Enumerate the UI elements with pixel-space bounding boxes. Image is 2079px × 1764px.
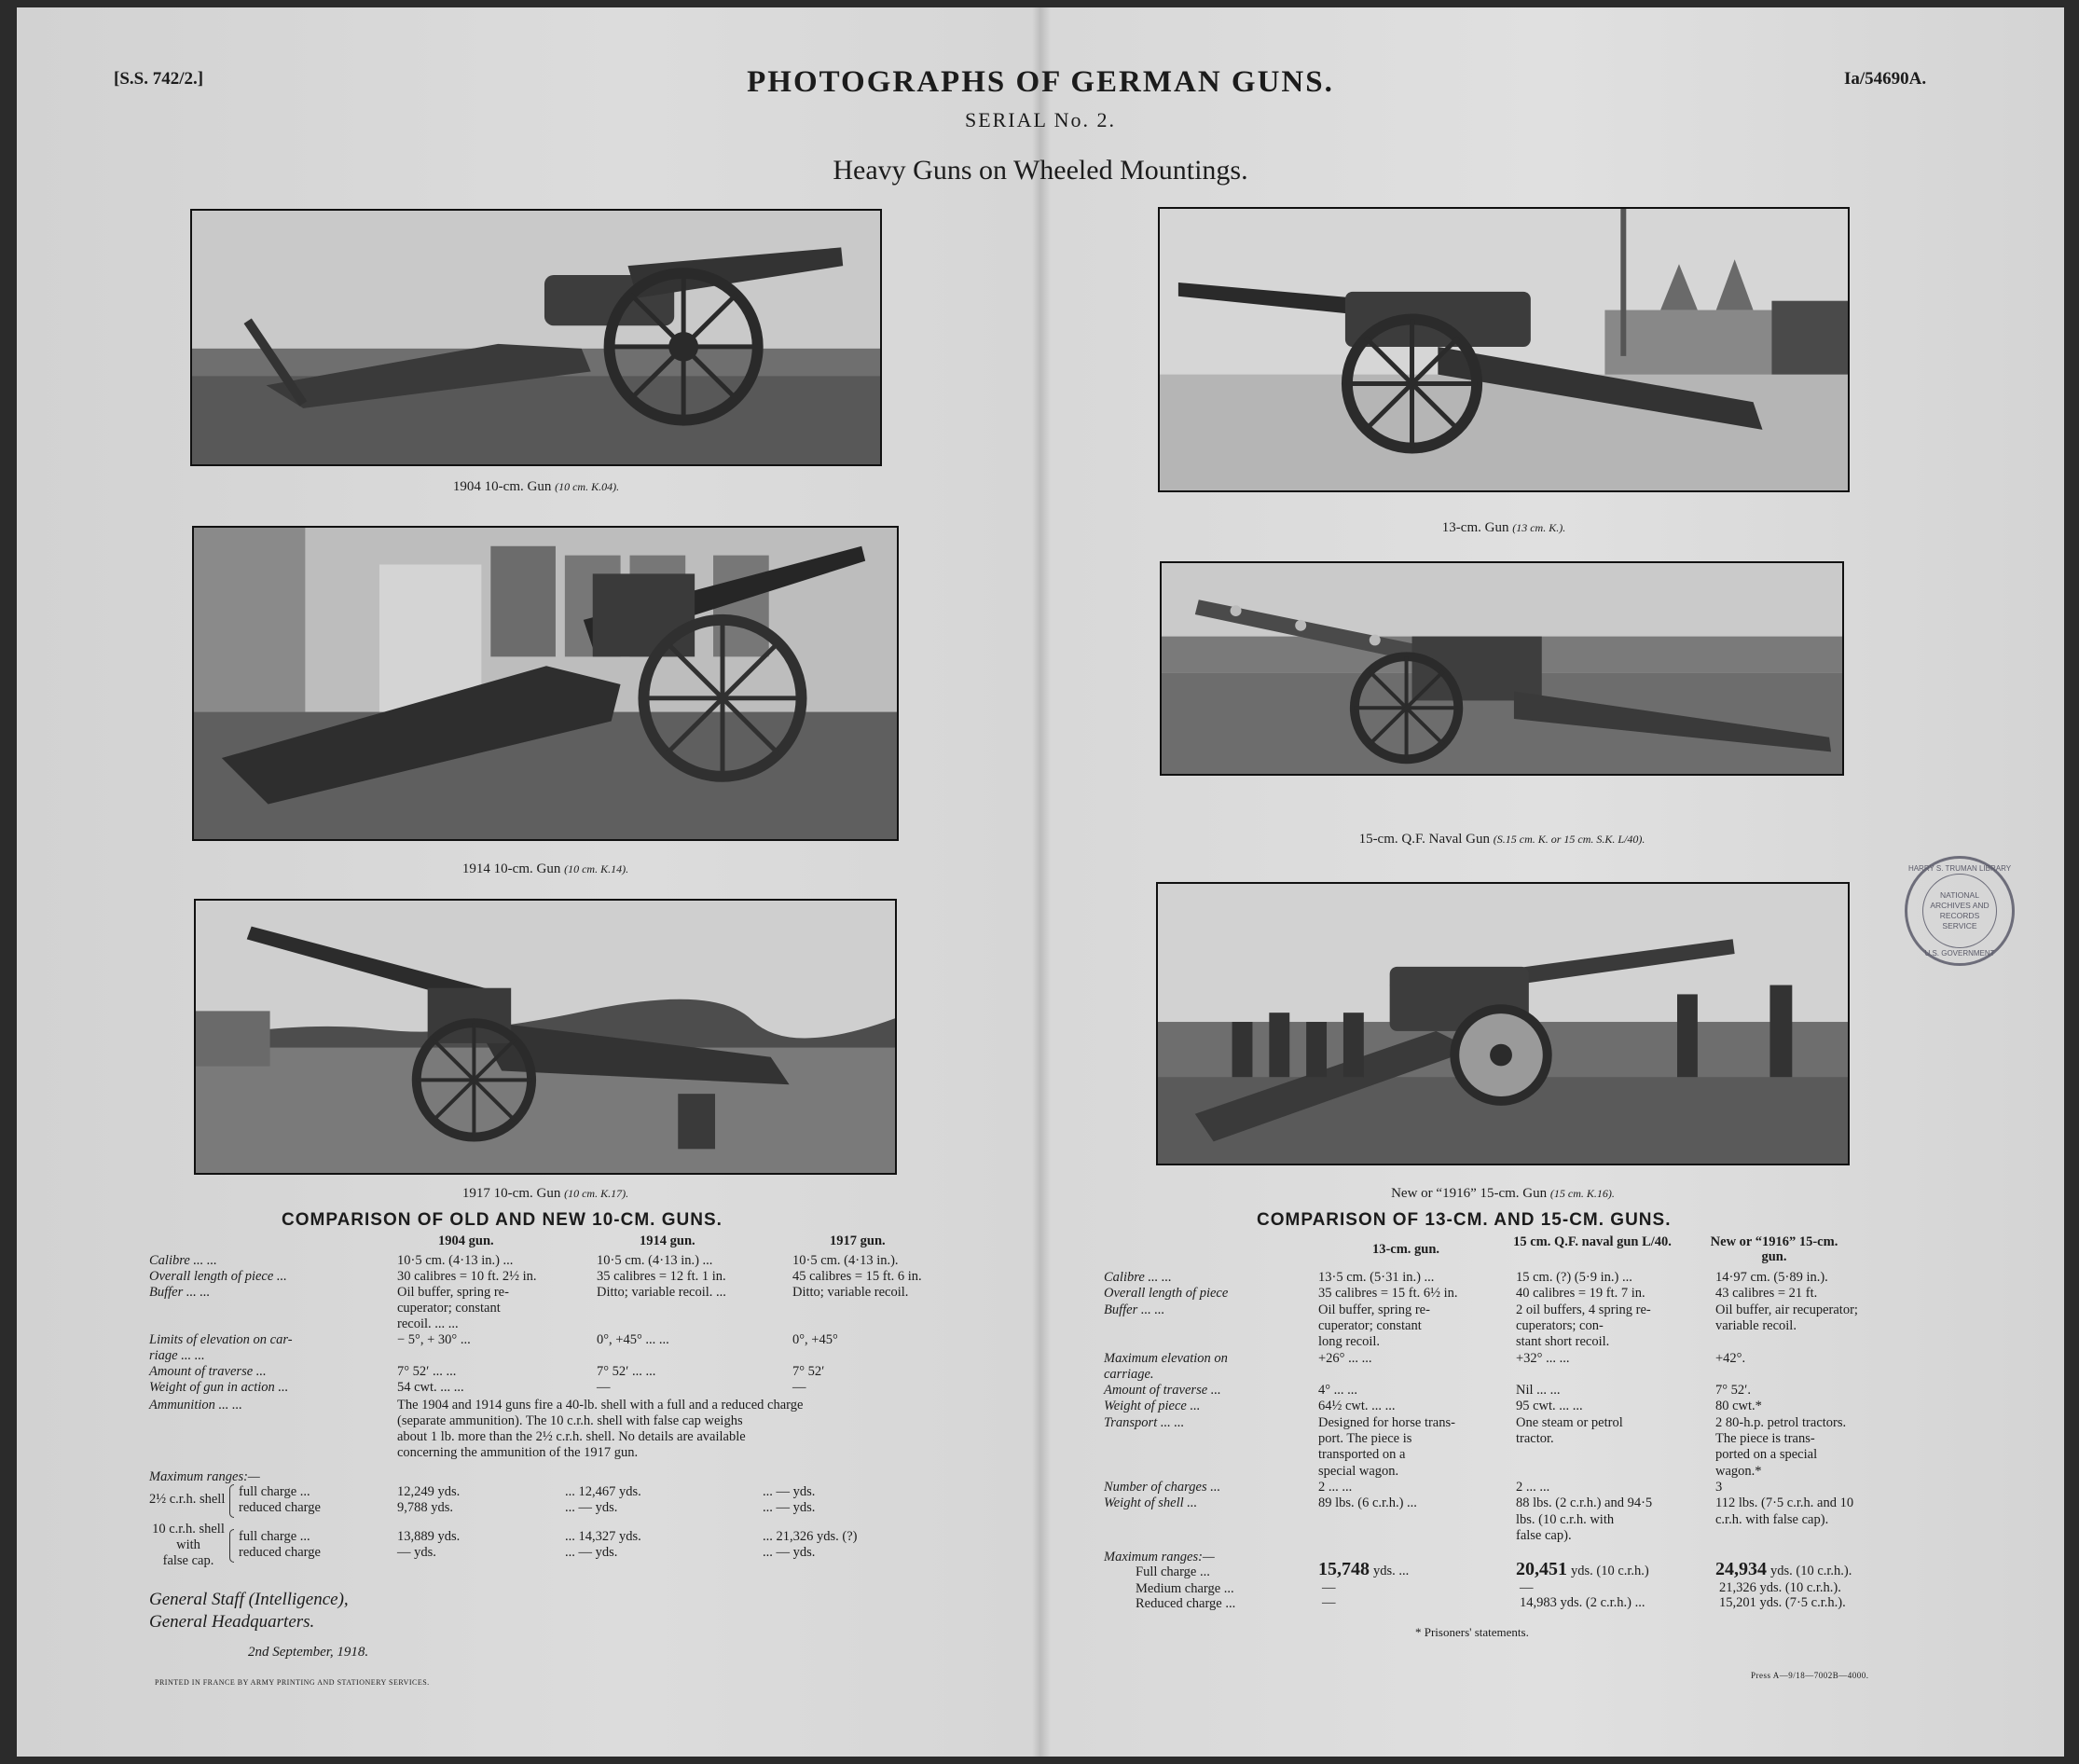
left-range-1917: ... — yds. xyxy=(763,1545,816,1560)
signature-block xyxy=(149,1589,349,1633)
right-row-15cm-naval: stant short recoil. xyxy=(1516,1334,1610,1350)
left-row-1917: 10·5 cm. (4·13 in.). xyxy=(792,1253,899,1268)
left-row-1904: cuperator; constant xyxy=(397,1301,501,1316)
signature-date: 2nd September, 1918. xyxy=(248,1645,369,1660)
left-row-1917: — xyxy=(792,1380,806,1395)
ammunition-label: Ammunition ... ... xyxy=(149,1398,242,1413)
right-row-13cm: 13·5 cm. (5·31 in.) ... xyxy=(1318,1270,1435,1285)
left-range-charge: full charge ... xyxy=(239,1484,310,1499)
right-range-13cm-value: 15,748 xyxy=(1318,1559,1370,1579)
right-row-1916: The piece is trans- xyxy=(1715,1431,1815,1446)
caption-13cm-designation: (13 cm. K.). xyxy=(1512,521,1566,534)
left-row-1904: Oil buffer, spring re- xyxy=(397,1285,509,1300)
left-row-1914: 35 calibres = 12 ft. 1 in. xyxy=(597,1269,726,1284)
right-row-1916: ported on a special xyxy=(1715,1447,1818,1463)
caption-13cm-title: 13-cm. Gun xyxy=(1441,520,1509,535)
right-row-1916: +42°. xyxy=(1715,1350,1746,1366)
caption-1904-gun xyxy=(190,479,882,495)
right-row-13cm: cuperator; constant xyxy=(1318,1317,1422,1333)
left-row-label: Buffer ... ... xyxy=(149,1285,211,1300)
caption-15cm-naval-gun xyxy=(1160,832,1844,848)
right-range-15cm-naval xyxy=(1516,1559,1649,1579)
right-row-13cm: 35 calibres = 15 ft. 6½ in. xyxy=(1318,1286,1458,1302)
right-row-15cm-naval: false cap). xyxy=(1516,1527,1572,1543)
left-range-1917: ... — yds. xyxy=(763,1484,816,1499)
right-reference: Ia/54690A. xyxy=(1844,69,1927,89)
right-row-1916: 80 cwt.* xyxy=(1715,1399,1762,1414)
photo-1914-gun xyxy=(192,526,899,841)
right-row-13cm: 64½ cwt. ... ... xyxy=(1318,1399,1396,1414)
right-row-15cm-naval: cuperators; con- xyxy=(1516,1317,1604,1333)
caption-1914-designation: (10 cm. K.14). xyxy=(564,862,629,875)
right-ranges-title: Maximum ranges:— xyxy=(1104,1550,1215,1564)
left-header-1904: 1904 gun. xyxy=(438,1233,494,1248)
left-range-1914: ... — yds. xyxy=(565,1500,618,1515)
left-row-label: Calibre ... ... xyxy=(149,1253,217,1268)
right-row-1916: wagon.* xyxy=(1715,1463,1762,1479)
left-row-1904: − 5°, + 30° ... xyxy=(397,1332,471,1347)
press-note: Press A—9/18—7002B—4000. xyxy=(1751,1671,1869,1680)
right-row-1916: Oil buffer, air recuperator; xyxy=(1715,1302,1858,1317)
left-reference: [S.S. 742/2.] xyxy=(114,69,204,89)
photo-13cm-gun xyxy=(1158,207,1850,492)
right-header-13cm: 13-cm. gun. xyxy=(1371,1242,1440,1257)
document-sheet xyxy=(17,7,2064,1757)
photo-1904-gun xyxy=(190,209,882,466)
caption-1916-designation: (15 cm. K.16). xyxy=(1549,1187,1615,1200)
shell-10crh-line-1: 10 c.r.h. shell xyxy=(152,1522,225,1537)
right-row-15cm-naval: 15 cm. (?) (5·9 in.) ... xyxy=(1516,1270,1632,1285)
left-row-label: Limits of elevation on car- xyxy=(149,1332,293,1347)
left-row-label: Weight of gun in action ... xyxy=(149,1380,289,1395)
left-row-1914: 10·5 cm. (4·13 in.) ... xyxy=(597,1253,713,1268)
right-range-13cm-text: yds. ... xyxy=(1373,1564,1410,1578)
right-row-label: Maximum elevation on xyxy=(1104,1350,1228,1366)
left-row-label: Overall length of piece ... xyxy=(149,1269,287,1284)
right-range-1916-text: yds. (10 c.r.h.). xyxy=(1770,1564,1852,1578)
stamp-line-4: SERVICE xyxy=(1942,921,1977,930)
right-row-13cm: 2 ... ... xyxy=(1318,1479,1353,1495)
right-range-1916-text: 21,326 yds. (10 c.r.h.). xyxy=(1719,1580,1841,1595)
archive-stamp xyxy=(1905,856,2015,966)
left-range-1904: — yds. xyxy=(397,1545,436,1560)
right-range-15cm-naval xyxy=(1516,1593,1645,1611)
right-range-13cm xyxy=(1318,1559,1410,1579)
right-row-13cm: special wagon. xyxy=(1318,1463,1399,1479)
brace-2 xyxy=(229,1529,234,1563)
right-row-1916: 2 80-h.p. petrol tractors. xyxy=(1715,1414,1847,1430)
photo-15cm-naval-gun xyxy=(1160,561,1844,776)
photo-1916-15cm-gun xyxy=(1156,882,1850,1165)
left-row-1917: 0°, +45° xyxy=(792,1332,838,1347)
right-row-13cm: port. The piece is xyxy=(1318,1431,1412,1446)
left-range-1904: 12,249 yds. xyxy=(397,1484,461,1499)
caption-1917-title: 1917 10-cm. Gun xyxy=(461,1186,561,1201)
right-range-15cm-naval-value: 20,451 xyxy=(1516,1559,1567,1579)
left-header-1917: 1917 gun. xyxy=(830,1233,886,1248)
left-range-1914: ... 14,327 yds. xyxy=(565,1529,641,1544)
left-row-1914: — xyxy=(597,1380,611,1395)
shell-10crh xyxy=(149,1522,227,1569)
left-row-1917: Ditto; variable recoil. xyxy=(792,1285,909,1300)
shell-10crh-line-2: with xyxy=(176,1537,200,1552)
right-row-15cm-naval: 88 lbs. (2 c.r.h.) and 94·5 xyxy=(1516,1495,1653,1511)
right-range-1916 xyxy=(1715,1559,1852,1579)
right-row-15cm-naval: 95 cwt. ... ... xyxy=(1516,1399,1583,1414)
caption-1916-15cm-gun xyxy=(1156,1186,1850,1202)
right-row-13cm: 89 lbs. (6 c.r.h.) ... xyxy=(1318,1495,1417,1511)
right-row-13cm: transported on a xyxy=(1318,1447,1406,1463)
right-row-13cm: +26° ... ... xyxy=(1318,1350,1372,1366)
right-row-label: Calibre ... ... xyxy=(1104,1270,1172,1285)
right-row-15cm-naval: 2 ... ... xyxy=(1516,1479,1550,1495)
ammunition-line-2: (separate ammunition). The 10 c.r.h. shell with false cap weighs xyxy=(397,1413,743,1428)
right-row-15cm-naval: tractor. xyxy=(1516,1431,1554,1446)
shell-10crh-line-3: false cap. xyxy=(162,1553,214,1568)
right-row-13cm: 4° ... ... xyxy=(1318,1383,1358,1399)
right-header-1916: New or “1916” 15-cm. gun. xyxy=(1710,1234,1838,1264)
left-ranges-title: Maximum ranges:— xyxy=(149,1469,260,1484)
left-row-1904: 10·5 cm. (4·13 in.) ... xyxy=(397,1253,514,1268)
ammunition-line-4: concerning the ammunition of the 1917 gun. xyxy=(397,1445,639,1460)
left-range-charge: full charge ... xyxy=(239,1529,310,1544)
right-row-1916: 14·97 cm. (5·89 in.). xyxy=(1715,1270,1828,1285)
right-row-1916: 112 lbs. (7·5 c.r.h. and 10 xyxy=(1715,1495,1854,1511)
left-range-1914: ... — yds. xyxy=(565,1545,618,1560)
right-row-label: Number of charges ... xyxy=(1104,1479,1221,1495)
left-range-1914: ... 12,467 yds. xyxy=(565,1484,641,1499)
right-row-13cm: long recoil. xyxy=(1318,1334,1381,1350)
stamp-outer-text: HARRY S. TRUMAN LIBRARY xyxy=(1907,864,2012,873)
caption-1917-gun xyxy=(194,1186,897,1202)
right-row-1916: c.r.h. with false cap). xyxy=(1715,1511,1829,1527)
stamp-inner xyxy=(1922,874,1997,948)
left-row-1917: 7° 52′ xyxy=(792,1364,825,1379)
caption-1917-designation: (10 cm. K.17). xyxy=(564,1187,629,1200)
right-range-13cm-text: — xyxy=(1322,1580,1336,1595)
left-header-1914: 1914 gun. xyxy=(640,1233,695,1248)
caption-15cm-naval-designation: (S.15 cm. K. or 15 cm. S.K. L/40). xyxy=(1493,833,1645,846)
page-title: PHOTOGRAPHS OF GERMAN GUNS. xyxy=(747,65,1334,99)
right-row-label: Amount of traverse ... xyxy=(1104,1383,1221,1399)
right-range-1916 xyxy=(1715,1593,1846,1611)
photo-1917-gun xyxy=(194,899,897,1175)
caption-1914-gun xyxy=(192,861,899,877)
right-row-15cm-naval: 40 calibres = 19 ft. 7 in. xyxy=(1516,1286,1645,1302)
left-range-1904: 9,788 yds. xyxy=(397,1500,454,1515)
right-row-1916: 43 calibres = 21 ft. xyxy=(1715,1286,1818,1302)
right-row-1916: 3 xyxy=(1715,1479,1723,1495)
right-row-13cm: Designed for horse trans- xyxy=(1318,1414,1455,1430)
page-subtitle: Heavy Guns on Wheeled Mountings. xyxy=(833,155,1248,186)
left-row-label: Amount of traverse ... xyxy=(149,1364,267,1379)
right-range-15cm-naval-text: 14,983 yds. (2 c.r.h.) ... xyxy=(1520,1595,1645,1610)
caption-13cm-gun xyxy=(1158,520,1850,536)
brace-1 xyxy=(229,1484,234,1518)
stamp-line-2: ARCHIVES AND xyxy=(1930,901,1990,910)
right-row-15cm-naval: lbs. (10 c.r.h. with xyxy=(1516,1511,1615,1527)
stamp-line-1: NATIONAL xyxy=(1940,890,1979,900)
right-range-15cm-naval-text: — xyxy=(1520,1580,1534,1595)
printer-note: PRINTED IN FRANCE BY ARMY PRINTING AND STATIONERY SERVICES. xyxy=(155,1678,430,1687)
right-range-label: Full charge ... xyxy=(1136,1564,1210,1579)
right-range-label: Reduced charge ... xyxy=(1136,1596,1236,1611)
serial-number: SERIAL No. 2. xyxy=(964,108,1117,131)
caption-15cm-naval-title: 15-cm. Q.F. Naval Gun xyxy=(1358,832,1491,847)
right-range-13cm-text: — xyxy=(1322,1595,1336,1610)
right-header-15cm-naval: 15 cm. Q.F. naval gun L/40. xyxy=(1513,1234,1672,1249)
left-row-1914: 0°, +45° ... ... xyxy=(597,1332,669,1347)
right-row-label: carriage. xyxy=(1104,1366,1154,1382)
right-row-15cm-naval: One steam or petrol xyxy=(1516,1414,1623,1430)
right-row-label: Transport ... ... xyxy=(1104,1414,1185,1430)
left-range-1904: 13,889 yds. xyxy=(397,1529,461,1544)
right-range-15cm-naval-text: yds. (10 c.r.h.) xyxy=(1571,1564,1649,1578)
right-row-15cm-naval: +32° ... ... xyxy=(1516,1350,1570,1366)
left-range-1917: ... 21,326 yds. (?) xyxy=(763,1529,858,1544)
left-row-1914: 7° 52′ ... ... xyxy=(597,1364,656,1379)
right-row-15cm-naval: Nil ... ... xyxy=(1516,1383,1561,1399)
caption-1914-title: 1914 10-cm. Gun xyxy=(461,861,561,876)
left-row-label: riage ... ... xyxy=(149,1348,205,1363)
right-row-13cm: Oil buffer, spring re- xyxy=(1318,1302,1430,1317)
stamp-line-3: RECORDS xyxy=(1939,911,1980,920)
left-row-1904: recoil. ... ... xyxy=(397,1316,459,1331)
right-row-15cm-naval: 2 oil buffers, 4 spring re- xyxy=(1516,1302,1651,1317)
signature-line-2: General Headquarters. xyxy=(149,1612,315,1632)
right-range-1916-text: 15,201 yds. (7·5 c.r.h.). xyxy=(1719,1595,1846,1610)
ammunition-line-3: about 1 lb. more than the 2½ c.r.h. shell. No details are available xyxy=(397,1429,746,1444)
stamp-bottom-text: U.S. GOVERNMENT xyxy=(1924,949,1995,958)
left-range-charge: reduced charge xyxy=(239,1500,321,1515)
left-range-1917: ... — yds. xyxy=(763,1500,816,1515)
left-row-1904: 30 calibres = 10 ft. 2½ in. xyxy=(397,1269,537,1284)
right-row-label: Buffer ... ... xyxy=(1104,1302,1165,1317)
footnote: * Prisoners' statements. xyxy=(1415,1625,1529,1639)
right-row-1916: 7° 52′. xyxy=(1715,1383,1751,1399)
right-range-1916-value: 24,934 xyxy=(1715,1559,1767,1579)
left-row-1904: 54 cwt. ... ... xyxy=(397,1380,464,1395)
signature-line-1: General Staff (Intelligence), xyxy=(149,1590,349,1609)
right-row-label: Weight of piece ... xyxy=(1104,1399,1201,1414)
left-row-1914: Ditto; variable recoil. ... xyxy=(597,1285,726,1300)
caption-1904-designation: (10 cm. K.04). xyxy=(555,480,620,493)
shell-2-5crh: 2½ c.r.h. shell xyxy=(149,1492,226,1507)
right-row-1916: variable recoil. xyxy=(1715,1317,1797,1333)
right-range-13cm xyxy=(1318,1593,1336,1611)
left-row-1904: 7° 52′ ... ... xyxy=(397,1364,457,1379)
right-row-label: Overall length of piece xyxy=(1104,1286,1229,1302)
left-range-charge: reduced charge xyxy=(239,1545,321,1560)
right-table-title: COMPARISON OF 13-CM. AND 15-CM. GUNS. xyxy=(1257,1210,1672,1230)
ammunition-line-1: The 1904 and 1914 guns fire a 40-lb. shell with a full and a reduced charge xyxy=(397,1398,804,1413)
right-range-label: Medium charge ... xyxy=(1136,1581,1234,1596)
left-row-1917: 45 calibres = 15 ft. 6 in. xyxy=(792,1269,922,1284)
caption-1904-title: 1904 10-cm. Gun xyxy=(452,479,552,494)
caption-1916-title: New or “1916” 15-cm. Gun xyxy=(1391,1186,1548,1201)
left-table-title: COMPARISON OF OLD AND NEW 10-CM. GUNS. xyxy=(282,1210,723,1230)
right-row-label: Weight of shell ... xyxy=(1104,1495,1198,1511)
